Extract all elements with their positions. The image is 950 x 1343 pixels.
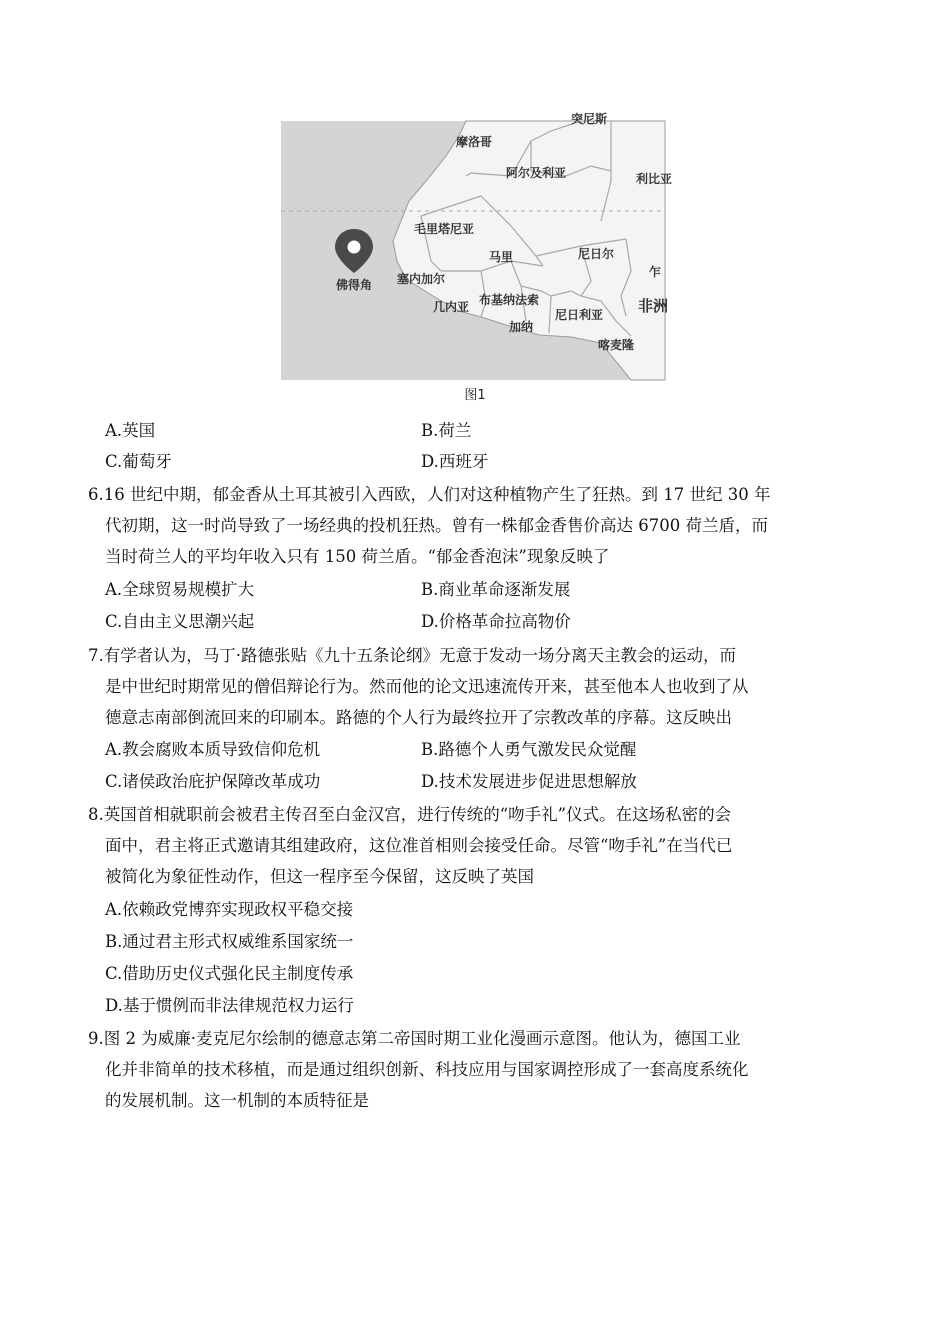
q9-stem-line-2: 化并非简单的技术移植，而是通过组织创新、科技应用与国家调控形成了一套高度系统化 (105, 1060, 749, 1079)
west-africa-map (281, 112, 673, 380)
q6-stem-line-3: 当时荷兰人的平均年收入只有 150 荷兰盾。“郁金香泡沫”现象反映了 (105, 547, 610, 566)
map-label-tunisia-cut: 突尼斯 (571, 112, 608, 126)
map-label-senegal: 塞内加尔 (397, 272, 446, 286)
q6-option-b: B.商业革命逐渐发展 (421, 580, 571, 599)
map-label-cape-verde: 佛得角 (336, 278, 373, 292)
map-label-burkina-faso: 布基纳法索 (479, 293, 540, 307)
q6-option-c: C.自由主义思潮兴起 (105, 612, 255, 631)
q9-stem-line-1: 9.图 2 为威廉·麦克尼尔绘制的德意志第二帝国时期工业化漫画示意图。他认为，德国工业 (88, 1029, 741, 1048)
q7-stem-line-1: 7.有学者认为，马丁·路德张贴《九十五条论纲》无意于发动一场分离天主教会的运动，而 (88, 646, 736, 665)
q6-option-d: D.价格革命拉高物价 (421, 612, 571, 631)
q7-stem-line-2: 是中世纪时期常见的僧侣辩论行为。然而他的论文迅速流传开来，甚至他本人也收到了从 (105, 677, 749, 696)
q9-stem-line-3: 的发展机制。这一机制的本质特征是 (105, 1091, 369, 1110)
map-figure (281, 112, 673, 380)
map-label-nigeria: 尼日利亚 (555, 308, 604, 322)
q8-option-c: C.借助历史仪式强化民主制度传承 (105, 964, 354, 983)
q7-option-d: D.技术发展进步促进思想解放 (421, 772, 637, 791)
map-label-morocco: 摩洛哥 (456, 135, 493, 149)
q5-option-b: B.荷兰 (421, 421, 472, 440)
q8-stem-line-3: 被简化为象征性动作，但这一程序至今保留，这反映了英国 (105, 867, 534, 886)
figure-caption: 图1 (464, 388, 486, 403)
q8-option-d: D.基于惯例而非法律规范权力运行 (105, 996, 354, 1015)
q8-option-a: A.依赖政党博弈实现政权平稳交接 (105, 900, 354, 919)
q5-option-a: A.英国 (105, 421, 156, 440)
map-label-mali: 马里 (489, 250, 514, 264)
map-label-chad-cut: 乍 (649, 265, 662, 279)
q7-option-b: B.路德个人勇气激发民众觉醒 (421, 740, 637, 759)
q5-option-c: C.葡萄牙 (105, 452, 172, 471)
q6-option-a: A.全球贸易规模扩大 (105, 580, 255, 599)
q5-option-d: D.西班牙 (421, 452, 489, 471)
map-label-ghana: 加纳 (509, 320, 534, 334)
q6-stem-line-2: 代初期，这一时尚导致了一场经典的投机狂热。曾有一株郁金香售价高达 6700 荷兰盾，而 (105, 516, 768, 535)
q8-option-b: B.通过君主形式权威维系国家统一 (105, 932, 354, 951)
q7-option-a: A.教会腐败本质导致信仰危机 (105, 740, 321, 759)
map-label-mauritania: 毛里塔尼亚 (414, 222, 475, 236)
map-label-algeria: 阿尔及利亚 (506, 166, 567, 180)
q8-stem-line-2: 面中，君主将正式邀请其组建政府，这位准首相则会接受任命。尽管“吻手礼”在当代已 (105, 836, 733, 855)
q6-stem-line-1: 6.16 世纪中期，郁金香从土耳其被引入西欧，人们对这种植物产生了狂热。到 17 世纪 30 年 (88, 485, 771, 504)
q8-stem-line-1: 8.英国首相就职前会被君主传召至白金汉宫，进行传统的“吻手礼”仪式。在这场私密的会 (88, 805, 732, 824)
map-label-niger: 尼日尔 (578, 247, 615, 261)
q7-stem-line-3: 德意志南部倒流回来的印刷本。路德的个人行为最终拉开了宗教改革的序幕。这反映出 (105, 708, 732, 727)
q7-option-c: C.诸侯政治庇护保障改革成功 (105, 772, 321, 791)
map-label-cameroon: 喀麦隆 (598, 338, 635, 352)
map-label-guinea: 几内亚 (433, 300, 470, 314)
map-label-africa-cut: 非洲 (638, 297, 669, 315)
map-label-libya: 利比亚 (636, 172, 673, 186)
